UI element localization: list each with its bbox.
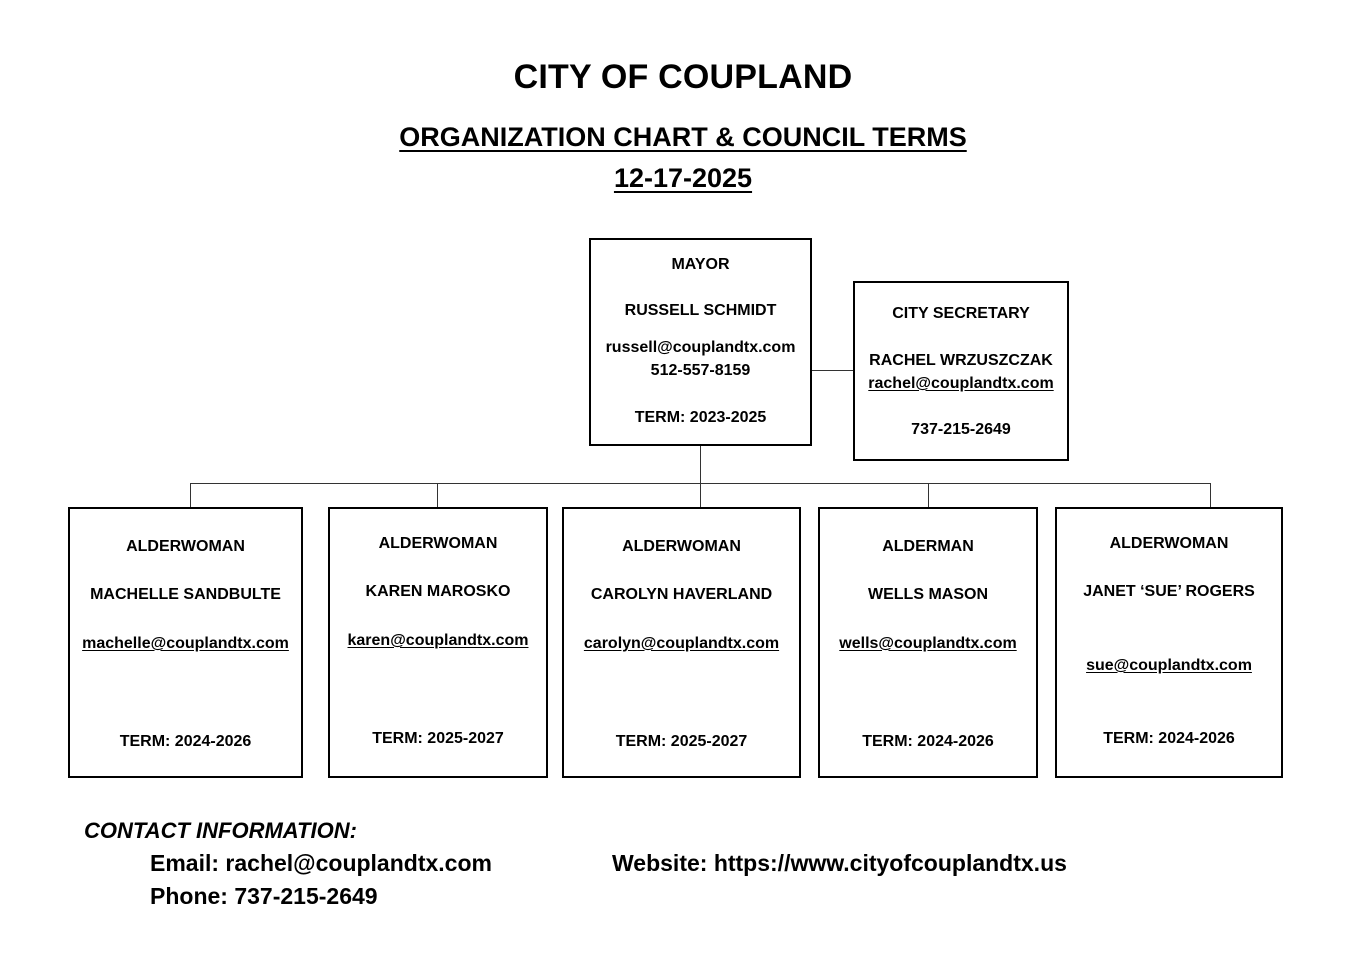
council-email-link[interactable]: machelle@couplandtx.com bbox=[82, 635, 289, 652]
mayor-email: russell@couplandtx.com bbox=[605, 339, 796, 356]
contact-email[interactable]: Email: rachel@couplandtx.com bbox=[150, 850, 492, 876]
council-email-link[interactable]: karen@couplandtx.com bbox=[347, 632, 529, 649]
secretary-name: RACHEL WRZUSZCZAK bbox=[869, 352, 1053, 369]
mayor-box bbox=[589, 238, 812, 446]
council-term: TERM: 2024-2026 bbox=[862, 733, 994, 750]
connector-council-4 bbox=[928, 483, 929, 507]
council-role: ALDERWOMAN bbox=[126, 538, 245, 555]
connector-council-2 bbox=[437, 483, 438, 507]
council-box bbox=[1055, 507, 1283, 778]
secretary-box bbox=[853, 281, 1069, 461]
council-name: WELLS MASON bbox=[868, 586, 988, 603]
council-email-link[interactable]: wells@couplandtx.com bbox=[839, 635, 1017, 652]
council-box bbox=[328, 507, 548, 778]
council-email-link[interactable]: sue@couplandtx.com bbox=[1086, 657, 1252, 674]
council-role: ALDERMAN bbox=[882, 538, 974, 555]
council-role: ALDERWOMAN bbox=[1109, 535, 1229, 552]
secretary-role: CITY SECRETARY bbox=[892, 305, 1030, 322]
connector-mayor-down bbox=[700, 445, 701, 507]
council-box bbox=[562, 507, 801, 778]
secretary-phone: 737-215-2649 bbox=[911, 421, 1011, 438]
mayor-term: TERM: 2023-2025 bbox=[634, 409, 767, 426]
council-term: TERM: 2025-2027 bbox=[372, 730, 504, 747]
council-role: ALDERWOMAN bbox=[378, 535, 498, 552]
council-role: ALDERWOMAN bbox=[622, 538, 741, 555]
connector-council-5 bbox=[1210, 483, 1211, 507]
contact-website[interactable]: Website: https://www.cityofcouplandtx.us bbox=[612, 850, 1067, 876]
connector-mayor-secretary bbox=[811, 370, 855, 371]
secretary-email-link[interactable]: rachel@couplandtx.com bbox=[868, 375, 1054, 392]
connector-council-1 bbox=[190, 483, 191, 507]
council-email-link[interactable]: carolyn@couplandtx.com bbox=[583, 635, 780, 652]
page-subtitle: ORGANIZATION CHART & COUNCIL TERMS bbox=[399, 122, 967, 152]
contact-phone: Phone: 737-215-2649 bbox=[150, 883, 378, 909]
page-title: CITY OF COUPLAND bbox=[513, 58, 853, 96]
council-name: CAROLYN HAVERLAND bbox=[590, 586, 773, 603]
council-name: MACHELLE SANDBULTE bbox=[90, 586, 281, 603]
council-box bbox=[818, 507, 1038, 778]
council-box bbox=[68, 507, 303, 778]
contact-heading: CONTACT INFORMATION: bbox=[84, 818, 357, 843]
council-term: TERM: 2025-2027 bbox=[615, 733, 748, 750]
council-name: KAREN MAROSKO bbox=[365, 583, 511, 600]
mayor-role: MAYOR bbox=[671, 256, 730, 273]
council-term: TERM: 2024-2026 bbox=[119, 733, 252, 750]
page-date: 12-17-2025 bbox=[613, 163, 753, 193]
connector-council-bar bbox=[190, 483, 1211, 484]
mayor-phone: 512-557-8159 bbox=[650, 362, 751, 379]
council-term: TERM: 2024-2026 bbox=[1103, 730, 1235, 747]
council-name: JANET ‘SUE’ ROGERS bbox=[1083, 583, 1255, 600]
mayor-name: RUSSELL SCHMIDT bbox=[624, 302, 777, 319]
